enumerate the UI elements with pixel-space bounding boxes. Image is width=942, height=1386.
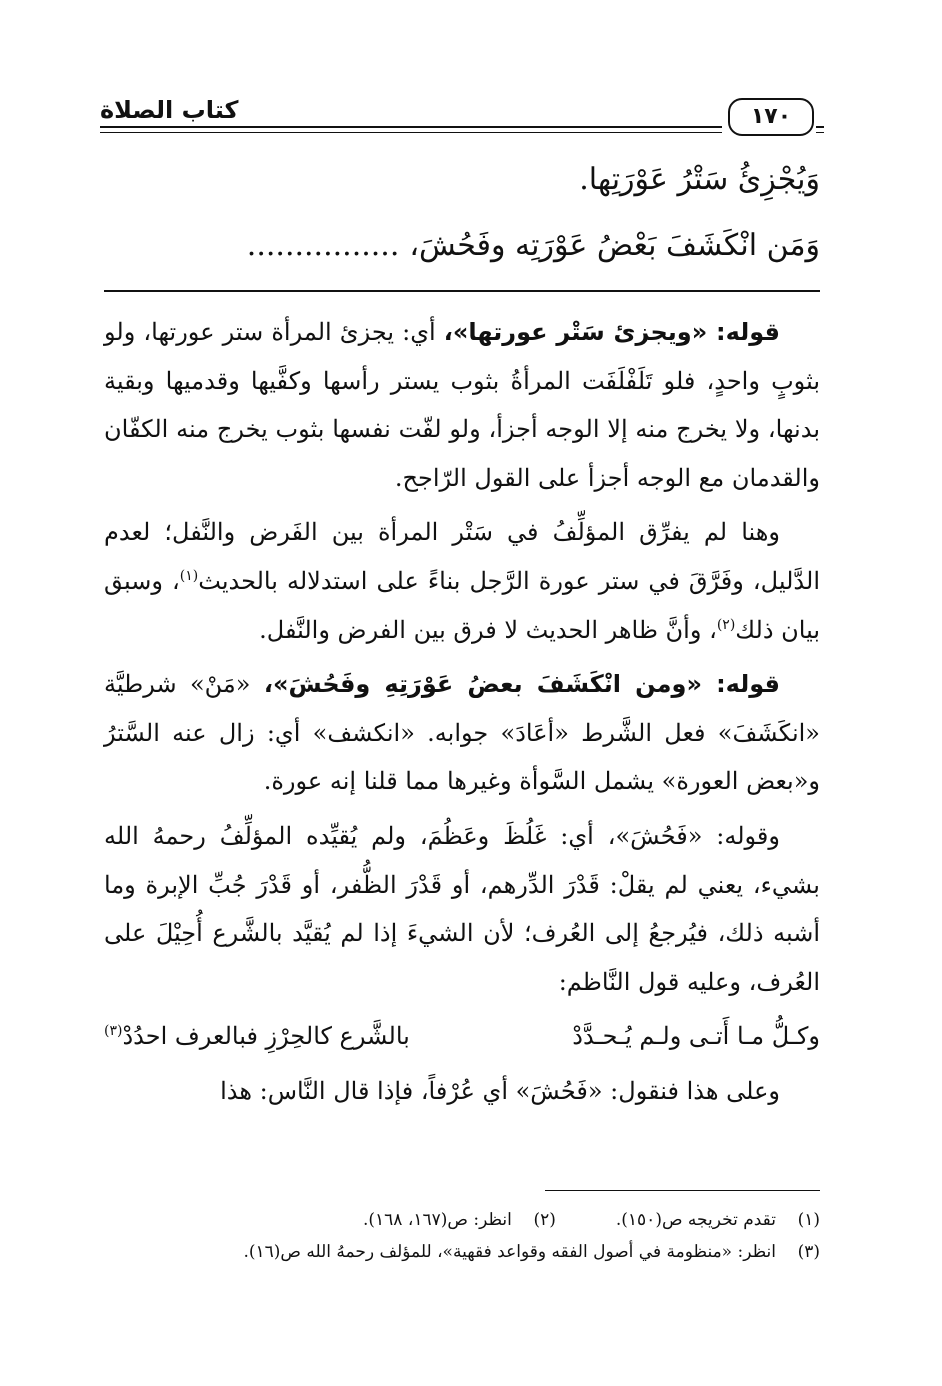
paragraph-text: أي: يجزئ المرأة ستر عورتها، ولو بثوبٍ واحدٍ، فلو تَلَفْلَفَت المرأةُ بثوب يستر رأسها وكفَّيها وقدميها وبقية بدنها، ولا يخرج منه إلا الوجه أجزأ، ولو لفّت نفسها بثوب يخرج منه الكفّان والقدمان مع الوجه أجزأ على القول الرّاجح. xyxy=(104,318,820,492)
matn-line xyxy=(247,228,820,263)
footnote-text: انظر: «منظومة في أصول الفقه وقواعد فقهية»، للمؤلف رحمهُ الله ص(١٦). xyxy=(243,1242,776,1262)
footnote-gap xyxy=(556,1204,616,1236)
footnote-ref[interactable]: (٢) xyxy=(716,616,736,633)
paragraph-text: «مَنْ» شرطيَّة «انكَشَفَ» فعل الشَّرط «أعَادَ» جوابه. «انكشف» أي: زال عنه السَّترُ و«بعض العورة» يشمل السَّوأة وغيرها مما قلنا إنه عورة. xyxy=(104,670,820,796)
footnote-text: تقدم تخريجه ص(١٥٠). xyxy=(615,1210,776,1230)
verse-first-hemistich: وكـلُّ مـا أَتـى ولـم يُـحـدَّدْ xyxy=(572,1022,820,1051)
paragraph xyxy=(104,508,820,654)
running-book-title: كتاب الصلاة xyxy=(100,96,239,124)
commentary-body xyxy=(104,308,820,1122)
footnote-row xyxy=(104,1204,820,1236)
footnote-number: (٣) xyxy=(797,1242,820,1262)
header-rule xyxy=(100,126,722,128)
quoted-lead: قوله: «ويجزئ سَتْر عورتها»، xyxy=(443,318,780,346)
page-header xyxy=(100,92,824,140)
paragraph xyxy=(104,308,820,502)
footnote-row xyxy=(104,1236,820,1268)
footnotes xyxy=(104,1204,820,1268)
footnote-rule xyxy=(545,1190,820,1191)
footnote-number: (٢) xyxy=(533,1210,556,1230)
header-rule xyxy=(100,132,722,133)
footnote-ref[interactable]: (٣) xyxy=(104,1023,123,1040)
poem-verse xyxy=(104,1012,820,1061)
page-number: ١٧٠ xyxy=(728,98,814,136)
footnote-number: (١) xyxy=(797,1210,820,1230)
matn-line: وَيُجْزِئُ سَتْرُ عَوْرَتِها. xyxy=(579,162,820,197)
footnote-text: انظر: ص(١٦٧، ١٦٨). xyxy=(363,1210,512,1230)
verse-second-hemistich xyxy=(104,1012,410,1061)
footnote-ref[interactable]: (١) xyxy=(179,567,199,584)
paragraph-text: ، وسبق بيان ذلك xyxy=(104,566,820,644)
paragraph-text: ، وأنَّ ظاهر الحديث لا فرق بين الفرض والنَّفل. xyxy=(259,615,717,644)
paragraph xyxy=(104,660,820,806)
quoted-lead: قوله: «ومن انْكَشَفَ بعضُ عَوْرَتِهِ وفَحُشَ»، xyxy=(263,670,780,699)
paragraph: وقوله: «فَحُشَ»، أي: غَلُظَ وعَظُمَ، ولم يُقيِّده المؤلِّفُ رحمهُ الله بشيء، يعني لم يقلْ: قَدْرَ الدِّرهم، أو قَدْرَ الظُّفر، أو قَدْرَ جُبِّ الإبرة وما أشبه ذلك، فيُرجعُ إلى العُرف؛ لأن الشيءَ إذا لم يُقيَّد بالشَّرع أُحِيْلَ على العُرف، وعليه قول النَّاظم: xyxy=(104,821,820,996)
matn-divider xyxy=(104,290,820,292)
header-rule xyxy=(816,126,824,128)
matn-dots: ................ xyxy=(246,228,400,263)
verse-second-text: بالشَّرع كالحِرْزِ فبالعرف احدُدْ xyxy=(122,1022,410,1051)
paragraph: وعلى هذا فنقول: «فَحُشَ» أي عُرْفاً، فإذا قال النَّاس: هذا xyxy=(220,1076,780,1105)
paragraph-text: وهنا لم يفرِّق المؤلِّفُ في سَتْر المرأة بين الفَرض والنَّفل؛ لعدم الدَّليل، وفَرَّقَ في ستر عورة الرَّجل بناءً على استدلاله بالحديث xyxy=(104,518,820,595)
matn-text: وَمَن انْكَشَفَ بَعْضُ عَوْرَتِه وفَحُشَ، xyxy=(409,228,820,263)
header-rule xyxy=(816,132,824,133)
